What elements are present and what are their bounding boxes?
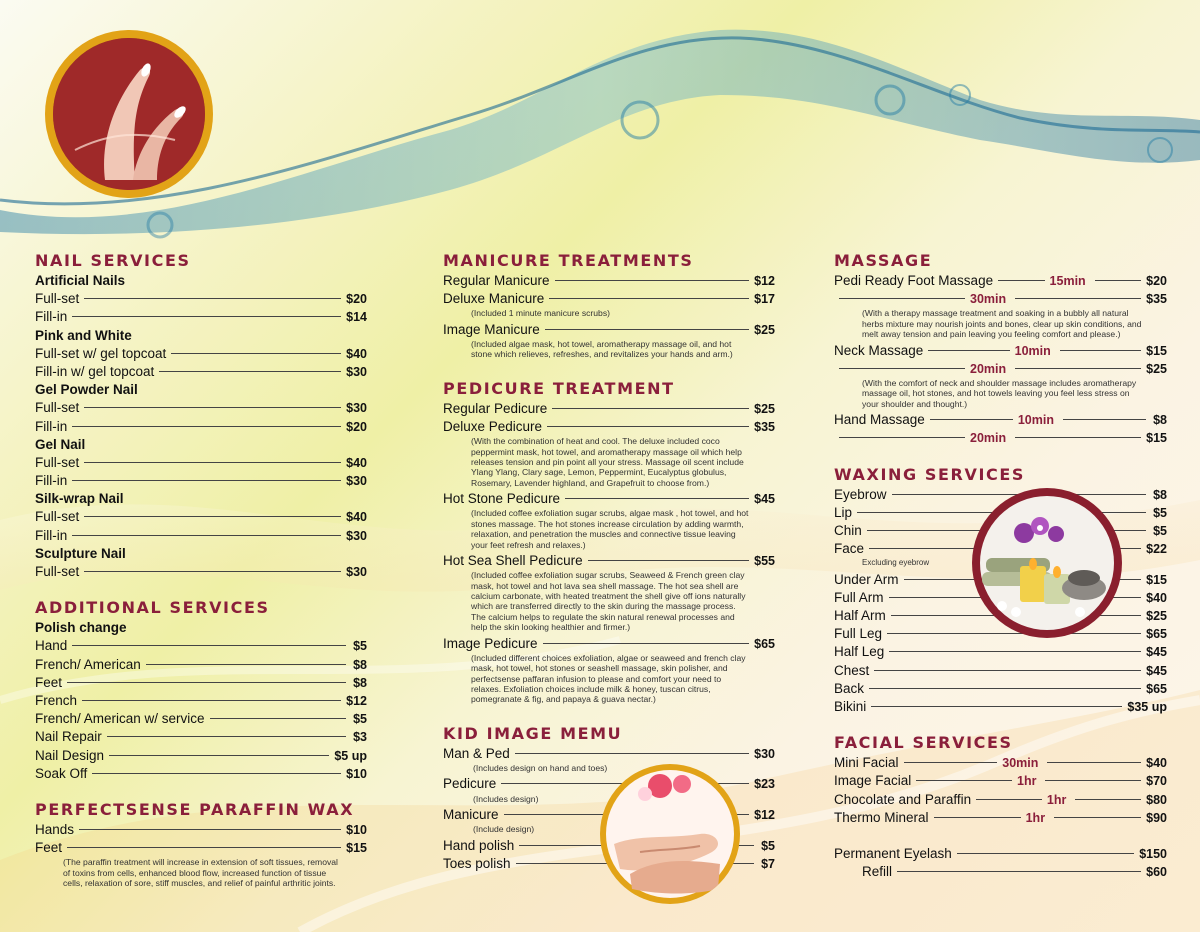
leader-line	[874, 670, 1141, 671]
menu-row	[443, 490, 775, 508]
leader-line	[72, 480, 341, 481]
leader-line	[871, 706, 1122, 707]
section-title-facial-services: FACIAL SERVICES	[834, 733, 1013, 753]
leader-line	[934, 817, 1021, 818]
service-price: $55	[754, 554, 775, 568]
menu-row	[834, 486, 1167, 504]
service-price: $150	[1139, 846, 1167, 861]
service-name: Full-set	[35, 454, 80, 470]
leader-line	[84, 407, 341, 408]
menu-row	[443, 400, 775, 418]
service-name: Pedi Ready Foot Massage	[834, 273, 994, 288]
service-price: $15	[1146, 431, 1167, 446]
service-price: $40	[1146, 756, 1168, 771]
service-name: Manicure	[443, 807, 499, 823]
service-name: Chest	[834, 662, 870, 678]
service-name: Deluxe Manicure	[443, 291, 545, 307]
service-price: $20	[346, 292, 367, 307]
leader-line	[109, 755, 329, 756]
service-price: $35	[1146, 292, 1167, 307]
service-price: $12	[754, 274, 775, 288]
spa-candles-photo-circle	[972, 488, 1122, 638]
service-duration: 15min	[1049, 274, 1086, 288]
kids-hands-photo-circle	[600, 764, 740, 904]
service-note: (Included algae mask, hot towel, aromatherapy massage oil, and hot stone which relieves, refreshes, and revitalizes your hands and arm.)	[471, 338, 733, 360]
menu-row	[35, 527, 367, 545]
service-price: $7	[761, 856, 775, 871]
leader-line	[84, 571, 341, 572]
leader-line	[72, 535, 341, 536]
menu-row	[834, 342, 1167, 360]
service-name: Soak Off	[35, 765, 88, 781]
leader-line	[887, 633, 1141, 634]
manicured-hands-icon	[45, 30, 213, 198]
service-price: $20	[346, 419, 367, 434]
service-name: Fill-in	[35, 418, 68, 434]
service-duration: 30min	[970, 292, 1007, 307]
menu-row	[35, 363, 367, 381]
service-name: Full-set w/ gel topcoat	[35, 345, 167, 361]
service-price: $40	[346, 455, 367, 470]
service-name: Hot Sea Shell Pedicure	[443, 553, 583, 568]
leader-line	[1054, 817, 1141, 818]
section-title-kid-image-menu: KID IMAGE MEMU	[443, 723, 623, 743]
service-name: Fill-in	[35, 473, 68, 489]
service-name: Permanent Eyelash	[834, 845, 952, 861]
service-name: Toes polish	[443, 855, 511, 871]
service-duration: 20min	[970, 361, 1007, 376]
menu-row	[35, 747, 367, 765]
service-price: $45	[1146, 645, 1167, 660]
section-title-additional-services: ADDITIONAL SERVICES	[35, 598, 270, 618]
service-name: Eyebrow	[834, 486, 887, 502]
service-price: $60	[1146, 865, 1167, 880]
service-price: $5 up	[334, 748, 367, 763]
menu-row	[35, 399, 367, 417]
paraffin-note: (The paraffin treatment will increase in extension of soft tissues, removal of toxins from cells, enhanced blood flow, increased function of tissue cells, relaxation of sore, stiff muscles, and relief of painful arthritic joints.	[63, 857, 338, 889]
section-title-massage: MASSAGE	[834, 251, 933, 270]
service-price: $5	[353, 712, 367, 727]
service-duration: 1hr	[1017, 774, 1037, 789]
leader-line	[839, 437, 965, 438]
service-name: Face	[834, 541, 865, 557]
service-price: $3	[353, 730, 367, 745]
menu-row	[834, 643, 1167, 661]
service-price: $20	[1146, 274, 1167, 288]
menu-row	[35, 454, 367, 472]
leader-line	[889, 651, 1141, 652]
subgroup-title: Polish change	[35, 620, 127, 636]
service-price: $10	[346, 822, 367, 837]
service-price: $15	[346, 841, 367, 856]
menu-row	[443, 321, 775, 339]
service-name: Full Arm	[834, 589, 884, 605]
leader-line	[904, 762, 998, 763]
menu-row	[443, 418, 775, 436]
service-note: (Includes design on hand and toes)	[473, 763, 608, 774]
menu-row	[35, 418, 367, 436]
service-price: $80	[1146, 792, 1168, 807]
service-name: Chin	[834, 522, 862, 538]
facial-list	[834, 754, 1167, 827]
section-title-pedicure-treatment: PEDICURE TREATMENT	[443, 378, 675, 398]
column-middle	[443, 250, 775, 873]
service-note: Excluding eyebrow	[862, 558, 930, 568]
service-duration: 10min	[1014, 343, 1051, 358]
subgroup-title: Artificial Nails	[35, 273, 126, 288]
service-note: (Included coffee exfoliation sugar scrubs, algae mask , hot towel, and hot stones massage. The hot stones increase circulation by adding warmth, relaxation, and penetration the muscles and connective tissue leaving your feet refresh and relaxes.)	[471, 508, 749, 550]
subgroup-title: Gel Nail	[35, 436, 86, 452]
leader-line	[159, 371, 341, 372]
menu-row	[35, 821, 367, 839]
service-price: $12	[754, 808, 775, 823]
service-name: Image Manicure	[443, 321, 540, 337]
eyelash-list	[834, 845, 1167, 881]
service-name: Full Leg	[834, 626, 883, 642]
nail-photo-circle	[45, 30, 213, 198]
leader-line	[869, 688, 1141, 689]
service-note: (Included coffee exfoliation sugar scrubs, Seaweed & French green clay mask, hot towel and hot lava sea shell massage. The hot sea shell are calcium carbonate, with heated treatment the shell give off ions naturally which are transferred directly to the skin during the massage process. The calcium helps to regulate the skin natural renewal processes and help the skin looking healthier and firmer.)	[471, 570, 746, 633]
service-price: $14	[346, 310, 367, 325]
leader-line	[72, 645, 346, 646]
section-title-waxing-services: WAXING SERVICES	[834, 464, 1025, 484]
leader-line	[107, 736, 346, 737]
service-name: Deluxe Pedicure	[443, 418, 543, 434]
menu-row	[443, 272, 775, 290]
service-name: French/ American	[35, 656, 141, 672]
service-price: $8	[353, 675, 367, 690]
leader-line	[839, 368, 965, 369]
service-name: Chocolate and Paraffin	[834, 791, 972, 807]
menu-row	[35, 839, 367, 857]
menu-row	[834, 680, 1167, 698]
service-price: $45	[1146, 663, 1167, 678]
leader-line	[547, 426, 749, 427]
service-price: $40	[1146, 590, 1167, 605]
menu-row	[834, 272, 1167, 290]
subgroup-title: Sculpture Nail	[35, 545, 126, 561]
column-left	[35, 250, 367, 890]
menu-row	[35, 563, 367, 581]
leader-line	[930, 419, 1013, 420]
service-price: $5	[1153, 505, 1167, 520]
menu-row	[834, 360, 1167, 378]
service-name: Lip	[834, 504, 853, 520]
service-price: $70	[1146, 774, 1168, 789]
service-duration: 30min	[1002, 756, 1039, 771]
menu-row	[35, 472, 367, 490]
leader-line	[82, 700, 341, 701]
service-price: $30	[346, 528, 367, 543]
service-duration: 1hr	[1046, 792, 1067, 807]
menu-row	[443, 552, 775, 570]
service-note: (Included 1 minute manicure scrubs)	[471, 308, 610, 319]
menu-row	[443, 635, 775, 653]
menu-row	[834, 698, 1167, 716]
menu-row	[35, 710, 367, 728]
service-price: $40	[346, 346, 367, 361]
subgroup-title: Gel Powder Nail	[35, 382, 138, 398]
service-note: (With a therapy massage treatment and soaking in a bubbly all natural herbs mixture may nourish joints and bones, clear up skin conditions, and melt away tension and pain leaving you feeling comfort and please.)	[862, 308, 1142, 340]
service-name: Nail Design	[35, 747, 105, 763]
menu-row	[35, 656, 367, 674]
menu-row	[834, 625, 1167, 643]
section-title-nail-services: NAIL SERVICES	[35, 251, 191, 270]
service-name: Full-set	[35, 400, 80, 416]
menu-row	[834, 791, 1167, 809]
subgroup-title: Pink and White	[35, 327, 132, 343]
section-title-manicure-treatments: MANICURE TREATMENTS	[443, 251, 694, 270]
service-price: $25	[1146, 361, 1167, 376]
service-name: Mini Facial	[834, 755, 899, 771]
service-duration: 1hr	[1025, 810, 1046, 825]
leader-line	[1045, 780, 1141, 781]
service-price: $25	[754, 322, 775, 337]
service-note: (Includes design)	[473, 793, 539, 804]
leader-line	[1095, 280, 1141, 281]
service-name: Half Arm	[834, 608, 886, 624]
service-name: Full-set	[35, 291, 80, 307]
leader-line	[79, 829, 341, 830]
service-name: Hand Massage	[834, 412, 925, 428]
service-price: $30	[346, 474, 367, 489]
service-price: $40	[346, 510, 367, 525]
menu-row	[834, 845, 1167, 863]
service-price: $10	[346, 766, 367, 781]
service-price: $65	[754, 636, 775, 651]
leader-line	[957, 853, 1134, 854]
menu-row	[443, 745, 775, 763]
service-name: Regular Pedicure	[443, 400, 548, 416]
leader-line	[210, 718, 346, 719]
leader-line	[84, 516, 341, 517]
service-price: $35	[754, 419, 775, 434]
leader-line	[1015, 368, 1141, 369]
pedicure-list	[443, 400, 775, 705]
service-price: $12	[346, 693, 367, 708]
leader-line	[976, 799, 1042, 800]
menu-row	[834, 772, 1167, 790]
leader-line	[67, 847, 341, 848]
service-price: $8	[1153, 413, 1168, 428]
menu-row	[834, 290, 1167, 308]
service-price: $30	[346, 401, 367, 416]
service-name: Hand polish	[443, 837, 515, 853]
additional-services-list	[35, 637, 367, 783]
leader-line	[839, 298, 965, 299]
service-duration: 10min	[1017, 413, 1054, 428]
menu-row	[834, 662, 1167, 680]
service-note: (With the combination of heat and cool. The deluxe included coco peppermint mask, hot towel, and aromatherapy massage oil which help releases tension and pin point all your stress. Massage oil scent include Ylang Ylang, Clary sage, Lemon, Peppermint, Eucalyptus globulus, Rosemary, Lavender highland, and Grapefruit to choose from.)	[471, 436, 744, 488]
service-name: Image Pedicure	[443, 635, 538, 651]
menu-row	[35, 765, 367, 783]
leader-line	[588, 560, 750, 561]
service-name: Man & Ped	[443, 745, 510, 761]
leader-line	[543, 643, 750, 644]
leader-line	[998, 280, 1044, 281]
service-price: $15	[1146, 343, 1168, 358]
service-name: Full-set	[35, 509, 80, 525]
leader-line	[1063, 419, 1146, 420]
service-name: Refill	[862, 864, 893, 880]
service-name: Hand	[35, 638, 68, 654]
menu-row	[443, 290, 775, 308]
leader-line	[916, 780, 1012, 781]
service-name: Nail Repair	[35, 729, 102, 745]
service-price: $5	[761, 838, 775, 853]
service-price: $5	[1153, 523, 1167, 538]
service-price: $17	[754, 292, 775, 307]
service-duration: 20min	[970, 431, 1007, 446]
service-price: $45	[754, 492, 775, 507]
leader-line	[1015, 437, 1141, 438]
candles-orchid-icon	[972, 488, 1122, 638]
leader-line	[897, 871, 1141, 872]
paraffin-list	[35, 821, 367, 857]
menu-row	[834, 754, 1167, 772]
service-name: French/ American w/ service	[35, 711, 205, 727]
service-note: (Include design)	[473, 824, 535, 835]
service-name: Image Facial	[834, 773, 912, 789]
service-price: $8	[1153, 487, 1167, 502]
leader-line	[92, 773, 341, 774]
menu-row	[35, 692, 367, 710]
service-name: Bikini	[834, 699, 867, 715]
nail-services-list	[35, 272, 367, 581]
leader-line	[1075, 799, 1141, 800]
leader-line	[928, 350, 1009, 351]
service-name: Neck Massage	[834, 342, 924, 358]
service-price: $65	[1146, 681, 1167, 696]
service-price: $25	[1146, 609, 1167, 624]
service-name: French	[35, 692, 78, 708]
service-name: Full-set	[35, 564, 80, 579]
leader-line	[72, 426, 341, 427]
service-name: Feet	[35, 674, 63, 690]
service-name: Under Arm	[834, 571, 899, 587]
leader-line	[84, 298, 341, 299]
leader-line	[549, 298, 749, 299]
leader-line	[84, 462, 341, 463]
menu-row	[35, 345, 367, 363]
menu-row	[834, 411, 1167, 429]
service-price: $30	[346, 364, 367, 379]
leader-line	[67, 682, 346, 683]
menu-row	[834, 809, 1167, 827]
service-price: $22	[1146, 542, 1167, 557]
service-name: Fill-in	[35, 309, 68, 325]
service-price: $30	[346, 565, 367, 579]
service-note: (Included different choices exfoliation, algae or seaweed and french clay mask, hot towel, hot stones or seashell massage, skin polisher, and perfectsense paffaran infusion to please and comfort your need to relaxes. Exfoliation choices include milk & honey, tuscan citrus, pomegranate & fig, and papaya & guava nectar.)	[471, 652, 746, 705]
service-name: Fill-in	[35, 527, 68, 543]
menu-row	[35, 290, 367, 308]
massage-list	[834, 272, 1167, 448]
leader-line	[565, 498, 749, 499]
manicure-list	[443, 272, 775, 360]
service-price: $25	[754, 401, 775, 416]
hands-holding-icon	[600, 764, 740, 904]
service-price: $90	[1146, 810, 1167, 825]
service-name: Hands	[35, 821, 75, 837]
leader-line	[171, 353, 341, 354]
service-name: Pedicure	[443, 776, 497, 792]
service-price: $30	[754, 746, 775, 761]
leader-line	[1060, 350, 1141, 351]
menu-row	[35, 637, 367, 655]
leader-line	[146, 664, 346, 665]
menu-row	[35, 728, 367, 746]
service-price: $23	[754, 777, 775, 792]
service-name: Thermo Mineral	[834, 809, 929, 825]
menu-row	[35, 674, 367, 692]
service-name: Back	[834, 680, 865, 696]
service-name: Feet	[35, 840, 63, 856]
leader-line	[552, 408, 749, 409]
leader-line	[555, 280, 750, 281]
menu-row	[834, 863, 1167, 881]
service-name: Half Leg	[834, 644, 885, 660]
leader-line	[1047, 762, 1141, 763]
service-name: Regular Manicure	[443, 273, 550, 288]
service-price: $65	[1146, 627, 1167, 642]
leader-line	[545, 329, 749, 330]
service-name: Fill-in w/ gel topcoat	[35, 363, 155, 379]
subgroup-title: Silk-wrap Nail	[35, 491, 124, 507]
leader-line	[515, 753, 749, 754]
service-price: $5	[353, 639, 367, 654]
service-price: $35 up	[1127, 700, 1167, 715]
menu-row	[834, 429, 1167, 447]
menu-row	[35, 308, 367, 326]
service-price: $15	[1146, 572, 1167, 587]
section-title-paraffin-wax: PERFECTSENSE PARAFFIN WAX	[35, 799, 355, 819]
service-note: (With the comfort of neck and shoulder massage includes aromatherapy massage oil, hot stones, and hot towels leaving you feel less stress on your shoulder and thought.)	[862, 377, 1137, 409]
service-name: Hot Stone Pedicure	[443, 491, 561, 507]
leader-line	[72, 316, 341, 317]
menu-row	[35, 508, 367, 526]
service-price: $8	[353, 657, 367, 672]
leader-line	[1015, 298, 1141, 299]
